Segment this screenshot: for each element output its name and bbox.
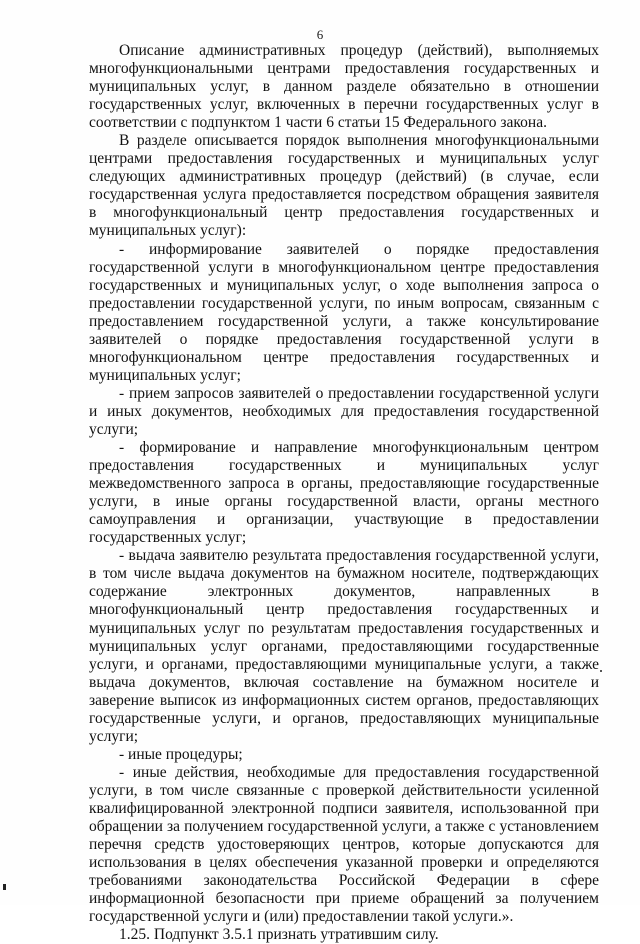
list-item-interagency-request: - формирование и направление многофункциональным центром предоставления государственных и муниципальных услуг межведомственного запроса в органы, предоставляющие государственные услуги, в иные органы государственной власти, органы местного самоуправления и организации, участвующие в предоставлении государственных услуг; xyxy=(89,439,599,547)
list-item-request-intake: - прием запросов заявителей о предоставлении государственной услуги и иных документов, необходимых для предоставления государственной услуги; xyxy=(89,384,599,438)
list-item-other-procedures: - иные процедуры; xyxy=(119,745,243,763)
list-item-informing: - информирование заявителей о порядке предоставления государственной услуги в многофункциональном центре предоставления государственных и муниципальных услуг, о ходе выполнения запроса о предоставлении государственной услуги, по иным вопросам, связанным с предоставлением государственной услуги, а также консультирование заявителей о порядке предоставления государственной услуги в многофункциональном центре предоставления государственных и муниципальных услуг; xyxy=(89,240,599,384)
scan-artifact-mark xyxy=(3,884,6,890)
list-item-result-delivery: - выдача заявителю результата предоставления государственной услуги, в том числе выдача документов на бумажном носителе, подтверждающих содержание электронных документов, направленных в многофункциональный центр предоставления государственных и муниципальных услуг по результатам предоставления государственных и муниципальных услуг органами, предоставляющими государственные услуги, и органами, предоставляющими муниципальные услуги, а также выдача документов, включая составление на бумажном носителе и заверение выписок из информационных систем органов, предоставляющих государственные услуги, и органов, предоставляющих муниципальные услуги; xyxy=(89,547,599,745)
paragraph-section-scope: В разделе описывается порядок выполнения многофункциональными центрами предоставления государственных и муниципальных услуг следующих административных процедур (действий) (в случае, если государственная услуга предоставляется посредством обращения заявителя в многофункциональный центр предоставления государственных и муниципальных услуг): xyxy=(89,132,599,240)
page-number: 6 xyxy=(316,27,324,42)
paragraph-mfc-description: Описание административных процедур (действий), выполняемых многофункциональными центрами предоставления государственных и муниципальных услуг, в данном разделе обязательно в отношении государственных услуг, включенных в перечни государственных услуг в соответствии с подпунктом 1 части 6 статьи 15 Федерального закона. xyxy=(89,42,599,132)
list-item-other-actions: - иные действия, необходимые для предоставления государственной услуги, в том числе связанные с проверкой действительности усиленной квалифицированной электронной подписи заявителя, использованной при обращении за получением государственной услуги, а также с установлением перечня средств удостоверяющих центров, которые допускаются для использования в целях обеспечения указанной проверки и определяются требованиями законодательства Российской Федерации в сфере информационной безопасности при приеме обращений за получением государственной услуги и (или) предоставлении такой услуги.». xyxy=(89,763,599,926)
scan-artifact-dot xyxy=(600,670,602,672)
paragraph-clause-1-25: 1.25. Подпункт 3.5.1 признать утратившим силу. xyxy=(119,926,439,944)
document-body xyxy=(89,42,599,944)
